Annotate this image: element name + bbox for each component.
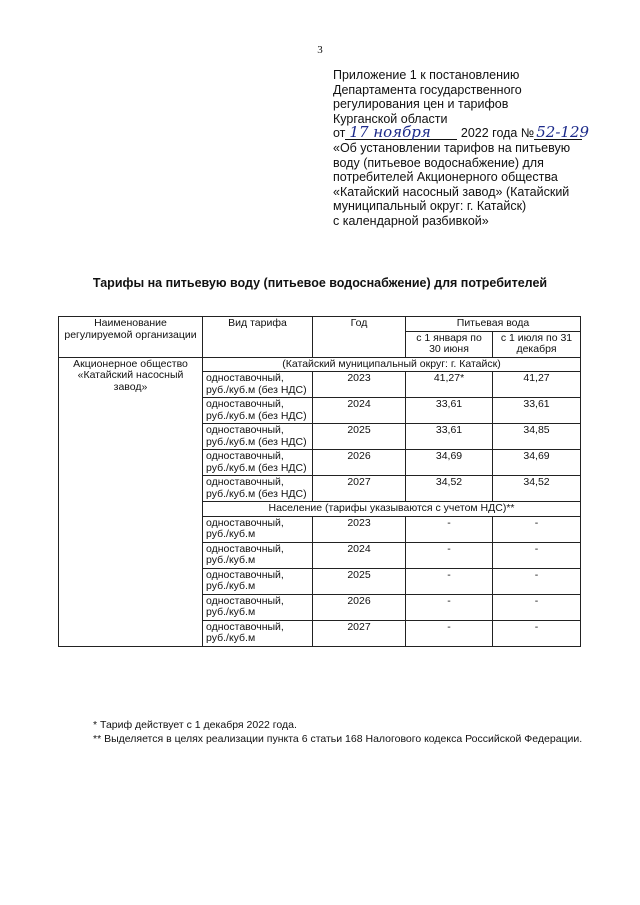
tariff-type-cell: одноставочный, руб./куб.м (без НДС) (203, 398, 313, 424)
appendix-line-10: муниципальный округ: г. Катайск) (333, 199, 527, 214)
period-2-cell: - (493, 542, 581, 568)
tariff-type-cell: одноставочный, руб./куб.м (203, 568, 313, 594)
section-1-title: (Катайский муниципальный округ: г. Катайск) (203, 357, 581, 372)
footnote-1: * Тариф действует с 1 декабря 2022 года. (93, 719, 297, 731)
organization-name: Акционерное общество «Катайский насосный завод» (59, 357, 203, 646)
tariff-type-cell: одноставочный, руб./куб.м (203, 542, 313, 568)
appendix-line-1: Приложение 1 к постановлению (333, 68, 520, 82)
year-cell: 2026 (313, 594, 406, 620)
period-1-cell: 33,61 (406, 398, 493, 424)
year-cell: 2023 (313, 516, 406, 542)
handwritten-date: 17 ноября (345, 126, 457, 140)
appendix-header (333, 68, 628, 229)
document-title: Тарифы на питьевую воду (питьевое водоснабжение) для потребителей (92, 276, 548, 290)
appendix-line-7: воду (питьевое водоснабжение) для (333, 155, 544, 170)
appendix-line-11: с календарной разбивкой» (333, 213, 489, 228)
appendix-date-line (333, 123, 628, 142)
period-1-cell: - (406, 516, 493, 542)
header-drinking-water: Питьевая вода (406, 317, 581, 332)
header-year: Год (313, 317, 406, 358)
tariff-type-cell: одноставочный, руб./куб.м (без НДС) (203, 372, 313, 398)
period-2-cell: 34,69 (493, 450, 581, 476)
handwritten-number: 52-129 (536, 123, 590, 142)
header-tariff-type: Вид тарифа (203, 317, 313, 358)
year-cell: 2024 (313, 398, 406, 424)
page-number: 3 (317, 44, 323, 56)
footnote-2: ** Выделяется в целях реализации пункта 6 статьи 168 Налогового кодекса Российской Федерации. (93, 732, 583, 745)
header-period-1: с 1 января по 30 июня (406, 331, 493, 357)
period-2-cell: - (493, 594, 581, 620)
footnotes (93, 719, 588, 746)
tariff-type-cell: одноставочный, руб./куб.м (без НДС) (203, 450, 313, 476)
period-2-cell: 33,61 (493, 398, 581, 424)
appendix-line-6: «Об установлении тарифов на питьевую (333, 140, 571, 155)
header-organization: Наименование регулируемой организации (59, 317, 203, 358)
period-2-cell: 41,27 (493, 372, 581, 398)
period-2-cell: 34,85 (493, 424, 581, 450)
tariff-type-cell: одноставочный, руб./куб.м (203, 620, 313, 646)
period-1-cell: - (406, 594, 493, 620)
appendix-line-8: потребителей Акционерного общества (333, 170, 558, 185)
tariff-type-cell: одноставочный, руб./куб.м (без НДС) (203, 424, 313, 450)
year-cell: 2023 (313, 372, 406, 398)
period-1-cell: 41,27* (406, 372, 493, 398)
appendix-line-3: регулирования цен и тарифов (333, 97, 509, 112)
period-1-cell: 34,69 (406, 450, 493, 476)
tariff-type-cell: одноставочный, руб./куб.м (203, 594, 313, 620)
tariff-type-cell: одноставочный, руб./куб.м (203, 516, 313, 542)
period-1-cell: - (406, 542, 493, 568)
period-1-cell: - (406, 620, 493, 646)
appendix-line-2: Департамента государственного (333, 82, 522, 97)
period-2-cell: - (493, 620, 581, 646)
date-prefix: от (333, 126, 346, 141)
year-cell: 2026 (313, 450, 406, 476)
period-2-cell: - (493, 568, 581, 594)
year-cell: 2025 (313, 424, 406, 450)
year-cell: 2027 (313, 620, 406, 646)
year-cell: 2027 (313, 476, 406, 502)
header-period-2: с 1 июля по 31 декабря (493, 331, 581, 357)
year-cell: 2025 (313, 568, 406, 594)
period-2-cell: - (493, 516, 581, 542)
appendix-line-4: Курганской области (333, 111, 448, 126)
period-1-cell: 34,52 (406, 476, 493, 502)
tariff-type-cell: одноставочный, руб./куб.м (без НДС) (203, 476, 313, 502)
year-text: 2022 года № (460, 126, 535, 141)
section-2-title: Население (тарифы указываются с учетом НДС)** (203, 502, 581, 517)
appendix-line-9: «Катайский насосный завод» (Катайский (333, 184, 570, 199)
year-cell: 2024 (313, 542, 406, 568)
tariff-table (58, 316, 581, 647)
period-1-cell: 33,61 (406, 424, 493, 450)
period-1-cell: - (406, 568, 493, 594)
period-2-cell: 34,52 (493, 476, 581, 502)
